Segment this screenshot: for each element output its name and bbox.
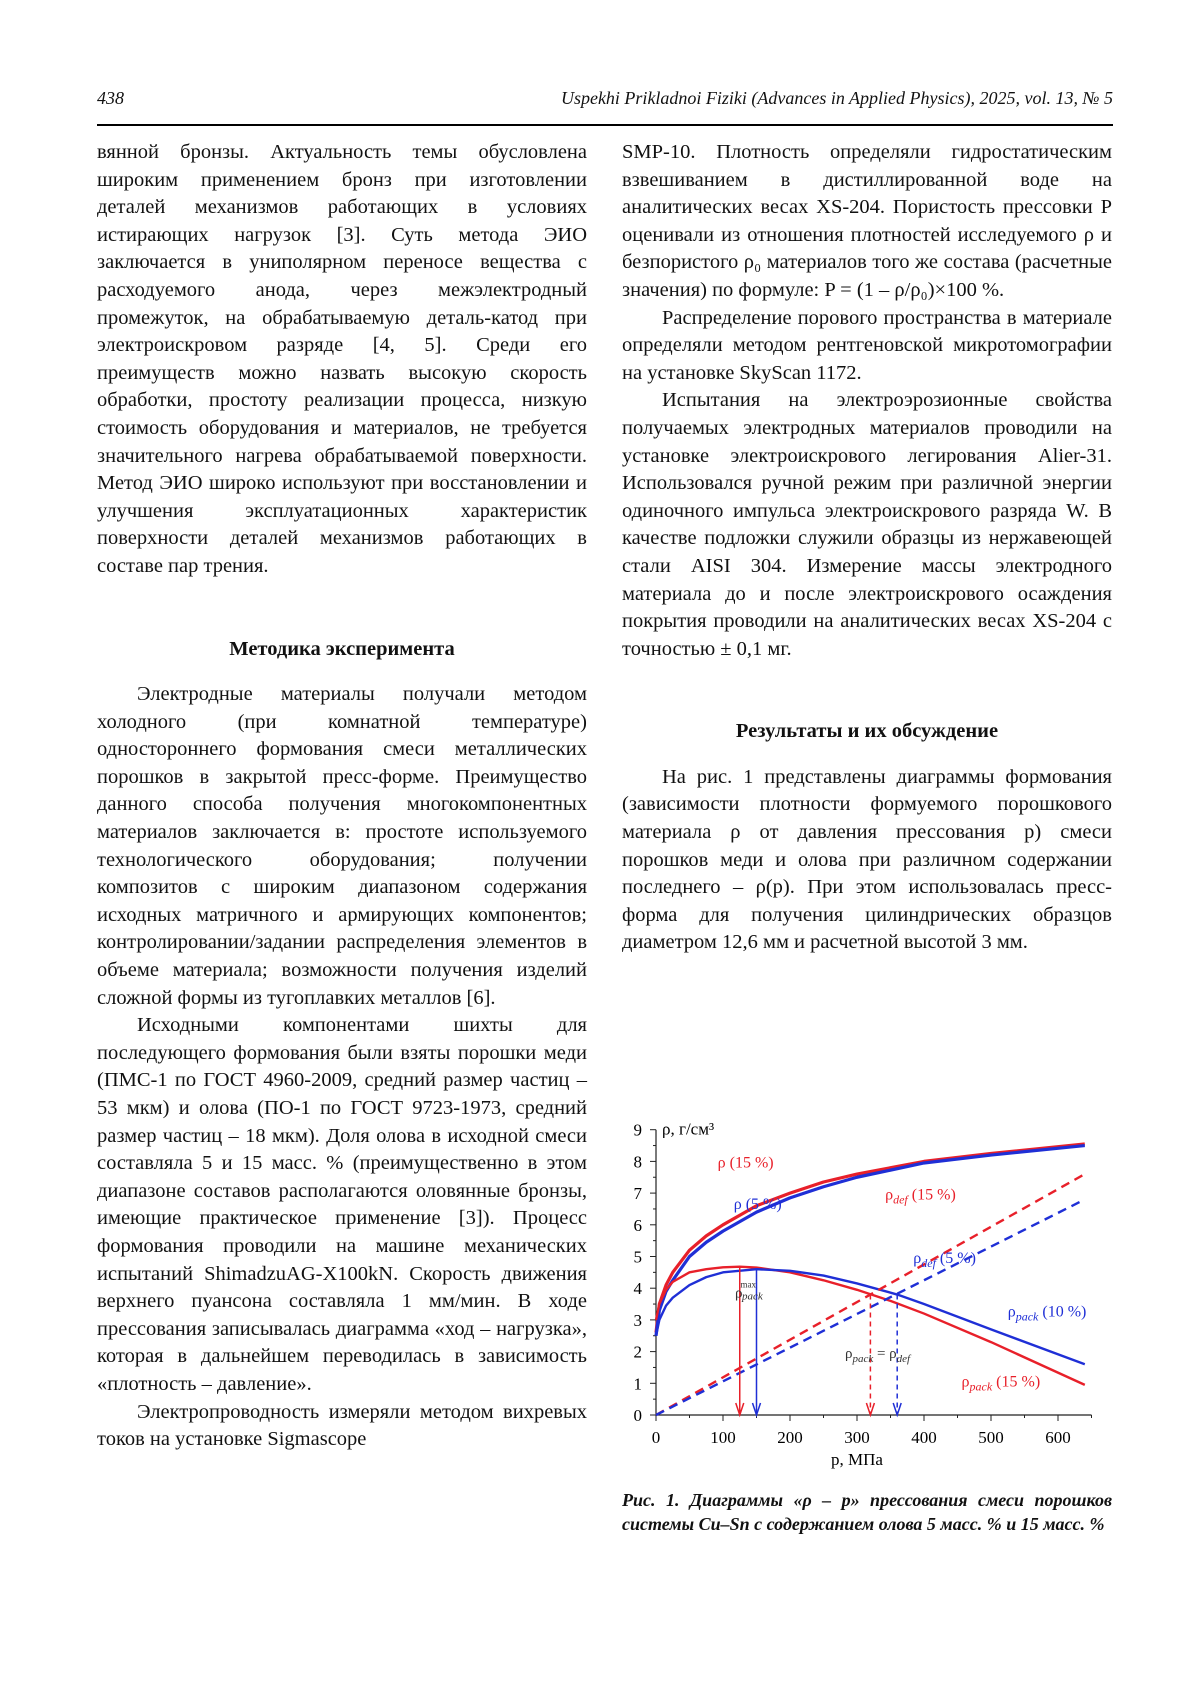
- x-tick-label: 400: [911, 1428, 937, 1447]
- series-label: $\rho_{def}$ (5 %): [913, 1249, 976, 1270]
- journal-title: Uspekhi Prikladnoi Fiziki (Advances in Applied Physics), 2025, vol. 13, № 5: [560, 88, 1113, 108]
- y-tick-label: 1: [633, 1374, 642, 1394]
- series-label: ρ (5 %): [733, 1195, 782, 1213]
- x-tick-label: 600: [1045, 1428, 1071, 1447]
- right-column: [622, 139, 1112, 957]
- x-tick-label: 200: [777, 1428, 803, 1447]
- figure-caption: Рис. 1. Диаграммы «ρ – p» прессования смеси порошков системы Cu–Sn с содержанием олова 5 масс. % и 15 масс. %: [622, 1490, 1112, 1534]
- y-tick-label: 6: [633, 1215, 642, 1235]
- paragraph: Испытания на электроэрозионные свойства получаемых электродных материалов проводили на установке электроискрового легирования Alier-31. Использовался ручной режим при различной энергии одиночного импульса электроискрового разряда W. В качестве подложки служили образцы из нержавеющей стали AISI 304. Измерение массы электродного материала до и после электроискрового осаждения покрытия проводили на аналитических весах XS-204 с точностью ± 0,1 мг.: [622, 389, 1112, 660]
- series-label: $\rho_{def}$ (15 %): [885, 1186, 956, 1207]
- series-label: $\rho_{pack}$ (10 %): [1007, 1303, 1087, 1324]
- y-tick-label: 8: [633, 1152, 642, 1172]
- y-tick-label: 0: [633, 1406, 642, 1425]
- x-tick-label: 500: [978, 1428, 1004, 1447]
- header-rule: [97, 124, 1113, 126]
- x-axis-label: p, МПа: [831, 1450, 883, 1469]
- y-tick-label: 4: [633, 1279, 642, 1299]
- series-label: $\rho_{pack}$ (15 %): [961, 1373, 1041, 1394]
- y-axis-label: ρ, г/см³: [662, 1119, 715, 1139]
- y-tick-label: 5: [633, 1247, 642, 1267]
- section-heading-results: Результаты и их обсуждение: [735, 720, 999, 743]
- section-heading-methods: Методика эксперимента: [229, 637, 455, 660]
- left-column: [97, 139, 587, 1454]
- x-tick-label: 300: [844, 1428, 870, 1447]
- paragraph: вянной бронзы. Актуальность темы обусловлена широким применением бронз при изготовлении деталей механизмов работающих в условиях истирающих нагрузок [3]. Суть метода ЭИО заключается в униполярном переносе вещества с расходуемого анода, через межэлектродный промежуток, на обрабатываемую деталь-катод при электроискровом разряде [4, 5]. Среди его преимуществ можно назвать высокую скорость обработки, простоту реализации процесса, низкую стоимость оборудования и материалов, не требуется значительного нагрева обрабатываемой поверхности. Метод ЭИО широко используют при восстановлении и улучшения эксплуатационных характеристик поверхности деталей механизмов работающих в составе пар трения.: [97, 141, 587, 577]
- paragraph: Электропроводность измеряли методом вихревых токов на установке Sigmascope: [97, 1400, 587, 1451]
- annotation-rho-pack-eq-def: $\rho_{pack} = \rho_{def}$: [844, 1345, 911, 1365]
- series-label: ρ (15 %): [717, 1154, 774, 1172]
- y-tick-label: 2: [633, 1342, 642, 1362]
- y-tick-label: 3: [633, 1310, 642, 1330]
- paragraph: Электродные материалы получали методом холодного (при комнатной температуре) одностороннего формования смеси металлических порошков в закрытой пресс-форме. Преимущество данного способа получения многокомпонентных материалов заключается в: простоте используемого технологического оборудования; получении композитов с широким диапазоном содержания исходных матричного и армирующих компонентов; контролировании/задании распределения элементов в объеме материала; возможности получения изделий сложной формы из тугоплавких металлов [6].: [97, 683, 587, 1009]
- paragraph: Исходными компонентами шихты для последующего формования были взяты порошки меди (ПМС-1 по ГОСТ 4960-2009, средний размер частиц – 53 мкм) и олова (ПО-1 по ГОСТ 9723-1973, средний размер частиц – 18 мкм). Доля олова в исходной смеси составляла 5 и 15 масс. % (преимущественно в этом диапазоне составов располагаются оловянные бронзы, имеющие практическое применение [3]). Процесс формования проводили на машине механических испытаний ShimadzuAG-X100kN. Скорость движения верхнего пуансона составляла 1 мм/мин. В ходе прессования записывалась диаграмма «ход – нагрузка», которая в дальнейшем переводилась в зависимость «плотность – давление».: [97, 1014, 587, 1395]
- y-tick-label: 7: [633, 1184, 642, 1204]
- page-number: 438: [97, 88, 124, 108]
- paragraph: Распределение порового пространства в материале определяли методом рентгеновской микротомографии на установке SkyScan 1172.: [622, 306, 1112, 384]
- paragraph: На рис. 1 представлены диаграммы формования (зависимости плотности формуемого порошкового материала ρ от давления прессования p) смеси порошков меди и олова при различном содержании последнего – ρ(p). При этом использовалась пресс-форма для получения цилиндрических образцов диаметром 12,6 мм и расчетной высотой 3 мм.: [622, 765, 1112, 954]
- y-tick-label: 9: [633, 1120, 642, 1140]
- x-tick-label: 0: [651, 1428, 661, 1447]
- annotation-rho-pack-max: ρmax pack: [735, 1279, 763, 1303]
- paragraph: SMP-10. Плотность определяли гидростатическим взвешиванием в дистиллированной воде на аналитических весах XS-204. Пористость прессовки P оценивали из отношения плотностей исследуемого ρ и безпористого ρ₀ материалов того же состава (расчетные значения) по формуле: P = (1 – ρ/ρ₀)×100 %.: [622, 141, 1112, 301]
- x-tick-label: 100: [710, 1428, 736, 1447]
- density-pressure-chart: [610, 1112, 1115, 1482]
